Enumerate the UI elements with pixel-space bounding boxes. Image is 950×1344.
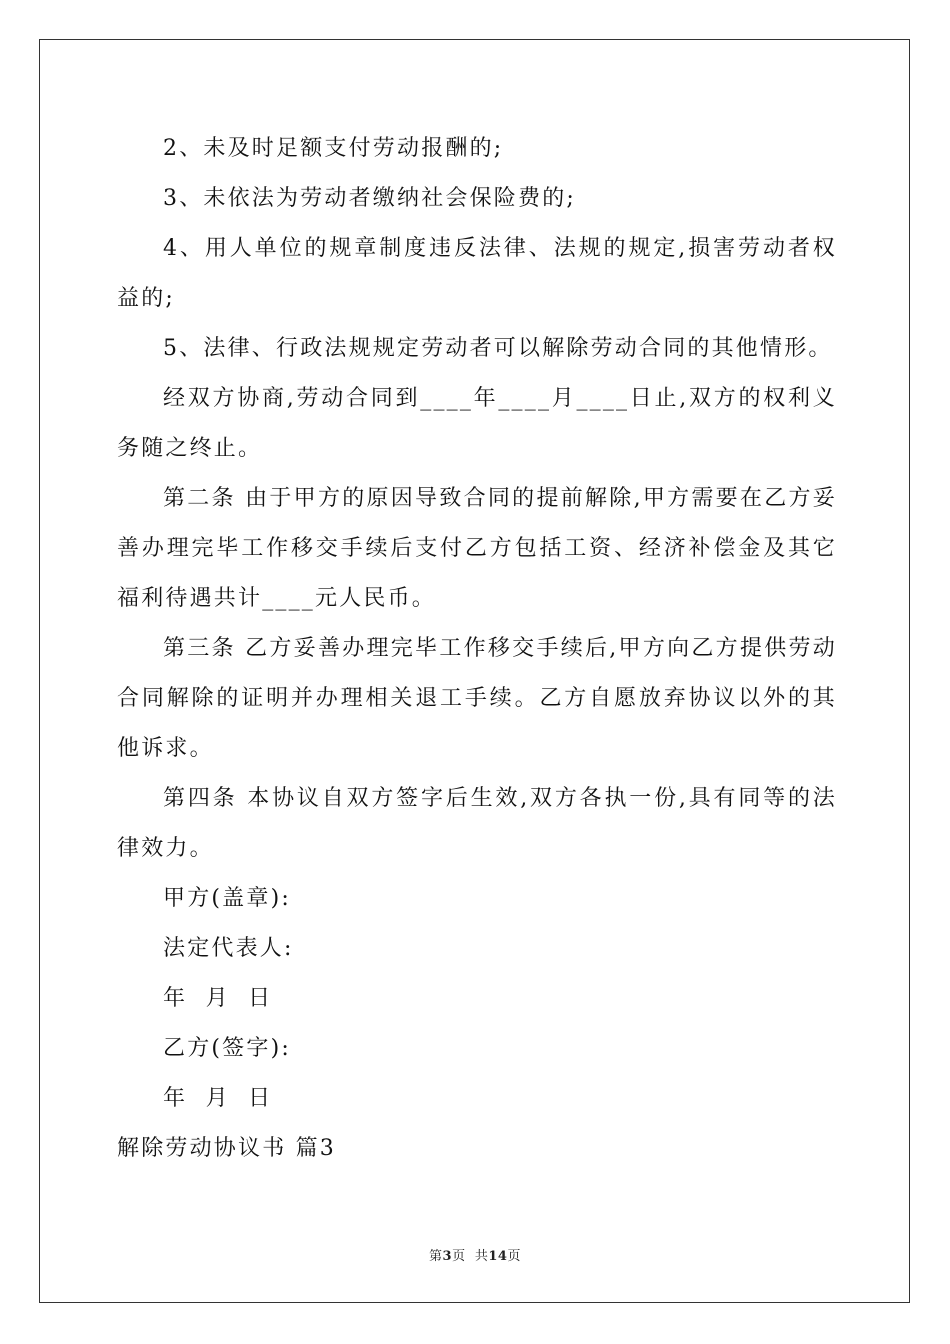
signature-party-b: 乙方(签字): [163, 1036, 291, 1061]
footer-page-suffix: 页 共 [452, 1249, 489, 1264]
paragraph-article-4: 第四条 本协议自双方签字后生效,双方各执一份,具有同等的法律效力。 [117, 786, 837, 861]
section-heading: 解除劳动协议书 篇3 [117, 1136, 336, 1161]
paragraph-clause-5: 5、法律、行政法规规定劳动者可以解除劳动合同的其他情形。 [163, 336, 833, 361]
signature-date-a: 年 月 日 [163, 986, 273, 1011]
paragraph-clause-2: 2、未及时足额支付劳动报酬的; [163, 136, 504, 161]
signature-date-b: 年 月 日 [163, 1086, 273, 1111]
footer-total-suffix: 页 [507, 1249, 521, 1264]
page-footer [0, 1245, 950, 1264]
footer-page-prefix: 第 [429, 1249, 443, 1264]
paragraph-clause-3: 3、未依法为劳动者缴纳社会保险费的; [163, 186, 577, 211]
paragraph-article-2: 第二条 由于甲方的原因导致合同的提前解除,甲方需要在乙方妥善办理完毕工作移交手续后支付乙方包括工资、经济补偿金及其它福利待遇共计____元人民币。 [117, 486, 837, 611]
signature-party-a: 甲方(盖章): [163, 886, 291, 911]
footer-total-pages: 14 [488, 1249, 508, 1264]
paragraph-article-3: 第三条 乙方妥善办理完毕工作移交手续后,甲方向乙方提供劳动合同解除的证明并办理相关退工手续。乙方自愿放弃协议以外的其他诉求。 [117, 636, 837, 761]
footer-page-number: 3 [442, 1249, 453, 1264]
paragraph-termination-date: 经双方协商,劳动合同到____年____月____日止,双方的权利义务随之终止。 [117, 386, 837, 461]
signature-legal-representative: 法定代表人: [163, 936, 294, 961]
document-body [117, 124, 837, 1174]
paragraph-clause-4: 4、用人单位的规章制度违反法律、法规的规定,损害劳动者权益的; [117, 236, 837, 311]
